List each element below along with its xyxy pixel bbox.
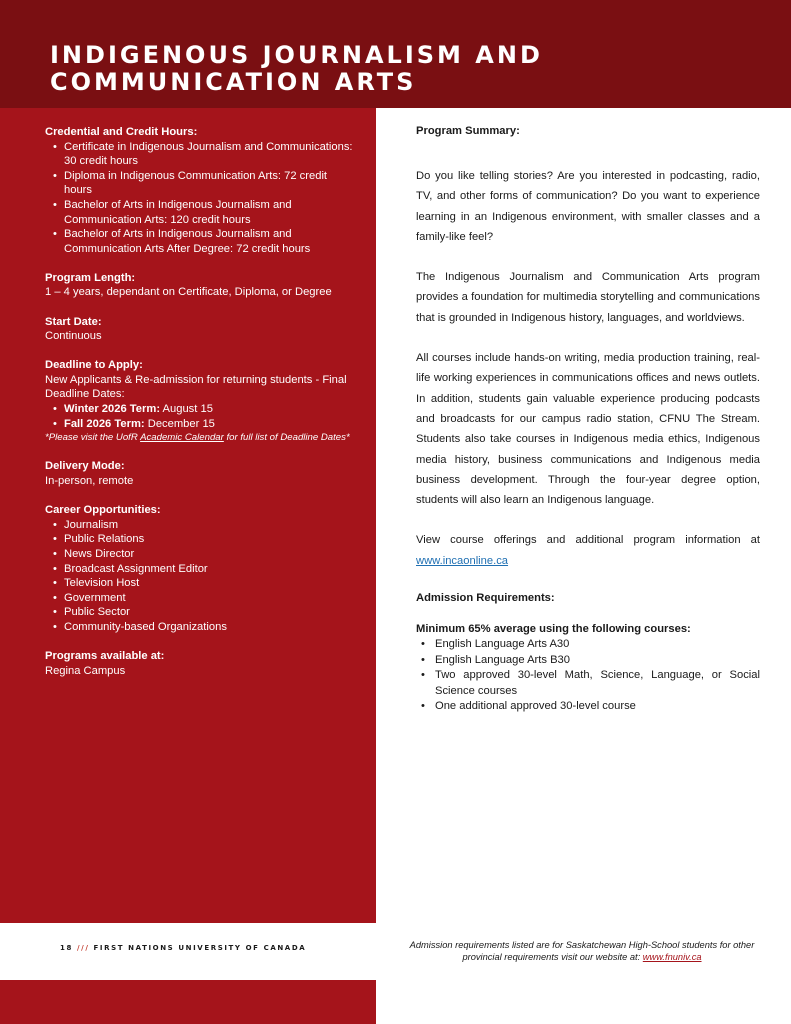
start-date-text: Continuous — [45, 330, 102, 343]
page-footer-label — [60, 944, 306, 952]
deadline-text: New Applicants & Re-admission for returning students - Final Deadline Dates: — [45, 373, 347, 401]
note-prefix: *Please visit the UofR — [45, 432, 141, 444]
footer-note — [390, 939, 774, 964]
list-item: • Government — [53, 591, 356, 606]
credential-list — [53, 140, 356, 257]
program-length-heading: Program Length: — [45, 271, 136, 284]
academic-calendar-link[interactable]: Academic Calendar — [140, 432, 224, 444]
summary-heading: Program Summary: — [416, 125, 520, 137]
course-info-text: View course offerings and additional program information at — [416, 534, 760, 547]
page-number: 18 — [60, 944, 73, 952]
deadline-section — [45, 358, 356, 445]
summary-paragraph: Do you like telling stories? Are you interested in podcasting, radio, TV, and other forms of communication? Do you want to experience learning in an Indigenous environment, with smaller classes and a family-like feel? — [416, 170, 760, 243]
delivery-section — [45, 459, 356, 488]
list-item — [53, 417, 356, 432]
list-item: • One additional approved 30-level course — [421, 699, 760, 715]
list-item: • Diploma in Indigenous Communication Arts: 72 credit hours — [53, 169, 356, 198]
footer-slashes: /// — [77, 944, 90, 952]
term-label: Fall 2026 Term: — [64, 417, 145, 430]
deadline-list — [53, 402, 356, 431]
available-section — [45, 649, 356, 678]
list-item: • Public Sector — [53, 605, 356, 620]
note-suffix: for full list of Deadline Dates* — [223, 432, 350, 444]
bottom-red-band — [0, 980, 376, 1024]
page-header — [0, 0, 791, 108]
list-item: • News Director — [53, 547, 356, 562]
deadline-heading: Deadline to Apply: — [45, 359, 143, 372]
footer-org-name: FIRST NATIONS UNIVERSITY OF CANADA — [93, 944, 307, 952]
available-heading: Programs available at: — [45, 650, 165, 663]
summary-paragraph — [416, 530, 760, 571]
career-section — [45, 503, 356, 634]
term-date: December 15 — [144, 417, 215, 430]
program-length-section — [45, 271, 356, 300]
start-date-section — [45, 315, 356, 344]
start-date-heading: Start Date: — [45, 315, 102, 328]
list-item: • Certificate in Indigenous Journalism and Communications: 30 credit hours — [53, 140, 356, 169]
list-item — [53, 402, 356, 417]
credential-heading: Credential and Credit Hours: — [45, 126, 198, 138]
program-length-text: 1 – 4 years, dependant on Certificate, Diploma, or Degree — [45, 286, 332, 299]
program-summary-column — [416, 124, 760, 715]
admission-heading: Admission Requirements: — [416, 592, 555, 605]
list-item: • Community-based Organizations — [53, 620, 356, 635]
list-item: • Public Relations — [53, 532, 356, 547]
list-item: • Two approved 30-level Math, Science, Language, or Social Science courses — [421, 668, 760, 699]
career-list — [53, 518, 356, 635]
incaonline-link[interactable]: www.incaonline.ca — [416, 554, 509, 567]
minimum-heading: Minimum 65% average using the following courses: — [416, 623, 691, 636]
delivery-heading: Delivery Mode: — [45, 460, 125, 473]
list-item: • Television Host — [53, 576, 356, 591]
list-item: • Bachelor of Arts in Indigenous Journalism and Communication Arts After Degree: 72 credit hours — [53, 227, 356, 256]
deadline-note — [45, 431, 356, 445]
requirements-list — [421, 637, 760, 715]
delivery-text: In-person, remote — [45, 475, 134, 488]
term-date: August 15 — [160, 403, 213, 415]
credential-section — [45, 125, 356, 256]
list-item: • English Language Arts B30 — [421, 653, 760, 669]
summary-paragraph: All courses include hands-on writing, media production training, real-life working experiences in communications offices and news outlets. In addition, students gain valuable experience producing podcasts and broadcasts for our campus radio station, CFNU The Stream. Students also take courses in Indigenous media ethics, Indigenous media history, business communications and Indigenous media business development. Through the four-year degree option, students will also learn an Indigenous language. — [416, 352, 760, 507]
available-text: Regina Campus — [45, 664, 126, 677]
page-title: INDIGENOUS JOURNALISM AND COMMUNICATION ARTS — [50, 41, 543, 96]
career-heading: Career Opportunities: — [45, 504, 161, 517]
list-item: • Broadcast Assignment Editor — [53, 562, 356, 577]
term-label: Winter 2026 Term: — [64, 403, 161, 415]
list-item: • English Language Arts A30 — [421, 637, 760, 653]
list-item: • Bachelor of Arts in Indigenous Journalism and Communication Arts: 120 credit hours — [53, 198, 356, 227]
list-item: • Journalism — [53, 518, 356, 533]
fnuniv-link[interactable]: www.fnuniv.ca — [642, 952, 702, 963]
summary-paragraph: The Indigenous Journalism and Communication Arts program provides a foundation for multimedia storytelling and communications that is grounded in Indigenous history, languages, and worldviews. — [416, 271, 760, 324]
program-details-sidebar — [0, 108, 376, 923]
footer-note-text: Admission requirements listed are for Saskatchewan High-School students for other provincial requirements visit our website at: — [409, 940, 755, 963]
